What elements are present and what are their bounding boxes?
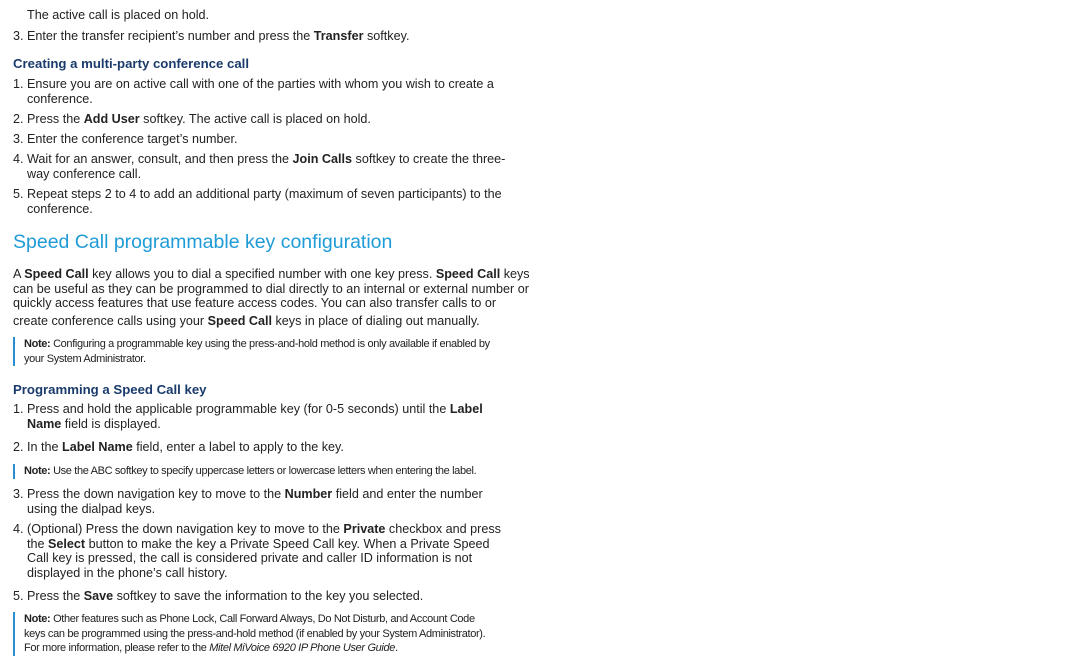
step-number: 3. — [13, 487, 24, 501]
step-text: conference. — [27, 201, 93, 216]
step-text: way conference call. — [27, 166, 142, 181]
step-text: field, enter a label to apply to the key. — [132, 440, 344, 454]
step-text: field and enter the number — [332, 487, 483, 501]
note-line — [24, 641, 544, 656]
step-text: Wait for an answer, consult, and then press the — [27, 152, 293, 166]
step-text: Press and hold the applicable programmable key (for 0-5 seconds) until the — [27, 402, 450, 416]
programming-step-5 — [13, 589, 525, 604]
intro-line — [27, 8, 539, 23]
step-number: 4. — [13, 152, 24, 166]
step-text: Press the — [27, 112, 84, 126]
step-text: Repeat steps 2 to 4 to add an additional party (maximum of seven participants) to the — [27, 187, 502, 201]
label-field-name: Label — [449, 402, 483, 416]
step-text: displayed in the phone’s call history. — [27, 565, 228, 580]
speed-call-paragraph — [13, 267, 530, 311]
step-text: softkey. — [363, 29, 410, 43]
step-number: 5. — [13, 589, 24, 603]
private-checkbox-name: Private — [343, 522, 386, 536]
step-text: conference. — [27, 91, 93, 106]
para-text: create conference calls using your — [13, 314, 208, 328]
step-text: button to make the key a Private Speed Call key. When a Private Speed — [85, 536, 490, 551]
user-guide-title: Mitel MiVoice 6920 IP Phone User Guide — [209, 642, 396, 654]
step-text: Press the down navigation key to move to the — [27, 487, 285, 501]
step-number: 3. — [13, 132, 24, 146]
para-text: quickly access features that use feature access codes. You can also transfer calls to or — [13, 296, 497, 310]
note-text: . — [395, 642, 398, 654]
step-text: using the dialpad keys. — [27, 501, 156, 516]
para-text: key allows you to dial a specified number with one key press. — [88, 267, 436, 281]
note-label: Note: — [24, 338, 51, 350]
conference-step-1 — [13, 77, 525, 106]
speed-call-paragraph-last-line — [13, 314, 525, 329]
note-text: your System Administrator. — [24, 352, 146, 365]
para-bold: Speed Call — [207, 314, 272, 328]
intro-text: The active call is placed on hold. — [27, 8, 210, 22]
transfer-softkey-label: Transfer — [313, 29, 364, 43]
transfer-step — [13, 29, 525, 44]
step-number: 1. — [13, 402, 24, 416]
para-bold: Speed Call — [435, 267, 501, 281]
add-user-softkey-label: Add User — [83, 112, 140, 126]
join-calls-softkey-label: Join Calls — [292, 152, 353, 166]
note-line — [24, 464, 544, 479]
label-field-name: Name — [27, 416, 62, 431]
note-abc-softkey — [13, 464, 544, 479]
step-text: the — [27, 536, 49, 551]
step-text: Enter the transfer recipient’s number and press the — [27, 29, 314, 43]
step-text: Ensure you are on active call with one of the parties with whom you wish to create a — [27, 77, 494, 91]
label-name-field: Label Name — [62, 440, 133, 454]
programming-step-2 — [13, 440, 525, 455]
select-button-name: Select — [48, 536, 86, 551]
note-text: For more information, please refer to the — [24, 642, 210, 654]
programming-step-1 — [13, 402, 525, 431]
programming-step-3 — [13, 487, 525, 516]
note-line — [24, 337, 544, 352]
step-text: Call key is pressed, the call is considered private and caller ID information is not — [27, 551, 473, 565]
note-text: Configuring a programmable key using the press-and-hold method is only available if enabled by — [50, 338, 490, 350]
note-other-features — [13, 612, 544, 656]
note-text: keys can be programmed using the press-and-hold method (if enabled by your System Administrator). — [24, 627, 486, 640]
number-field-name: Number — [284, 487, 333, 501]
step-number: 2. — [13, 440, 24, 454]
note-label: Note: — [24, 613, 51, 625]
step-text: Press the — [27, 589, 84, 603]
conference-step-4 — [13, 152, 525, 181]
step-text: softkey to save the information to the key you selected. — [113, 589, 424, 603]
para-text: keys — [500, 267, 530, 281]
step-number: 3. — [13, 29, 24, 43]
conference-step-2 — [13, 112, 525, 127]
step-number: 5. — [13, 187, 24, 201]
note-line — [24, 612, 544, 627]
step-text: checkbox and press — [385, 522, 501, 536]
step-number: 4. — [13, 522, 24, 536]
save-softkey-label: Save — [83, 589, 114, 603]
speed-call-heading: Speed Call programmable key configuration — [13, 231, 393, 253]
programming-step-4 — [13, 522, 525, 580]
note-text: Other features such as Phone Lock, Call Forward Always, Do Not Disturb, and Account Code — [50, 613, 475, 625]
step-text: Enter the conference target’s number. — [27, 132, 238, 146]
para-text: A — [13, 267, 25, 281]
step-text: (Optional) Press the down navigation key to move to the — [27, 522, 344, 536]
conference-step-5 — [13, 187, 525, 216]
para-bold: Speed Call — [24, 267, 89, 281]
conference-heading: Creating a multi-party conference call — [13, 56, 249, 71]
para-text: can be useful as they can be programmed to dial directly to an internal or external number or — [13, 281, 529, 296]
step-number: 1. — [13, 77, 24, 91]
para-text: keys in place of dialing out manually. — [272, 314, 480, 328]
step-number: 2. — [13, 112, 24, 126]
step-text: In the — [27, 440, 63, 454]
step-text: softkey. The active call is placed on hold. — [139, 112, 371, 126]
programming-heading: Programming a Speed Call key — [13, 382, 207, 397]
step-text: field is displayed. — [61, 416, 161, 431]
note-press-and-hold — [13, 337, 544, 366]
note-text: Use the ABC softkey to specify uppercase letters or lowercase letters when entering the label. — [50, 465, 477, 477]
step-text: softkey to create the three- — [352, 152, 506, 166]
note-label: Note: — [24, 465, 51, 477]
conference-step-3 — [13, 132, 525, 147]
